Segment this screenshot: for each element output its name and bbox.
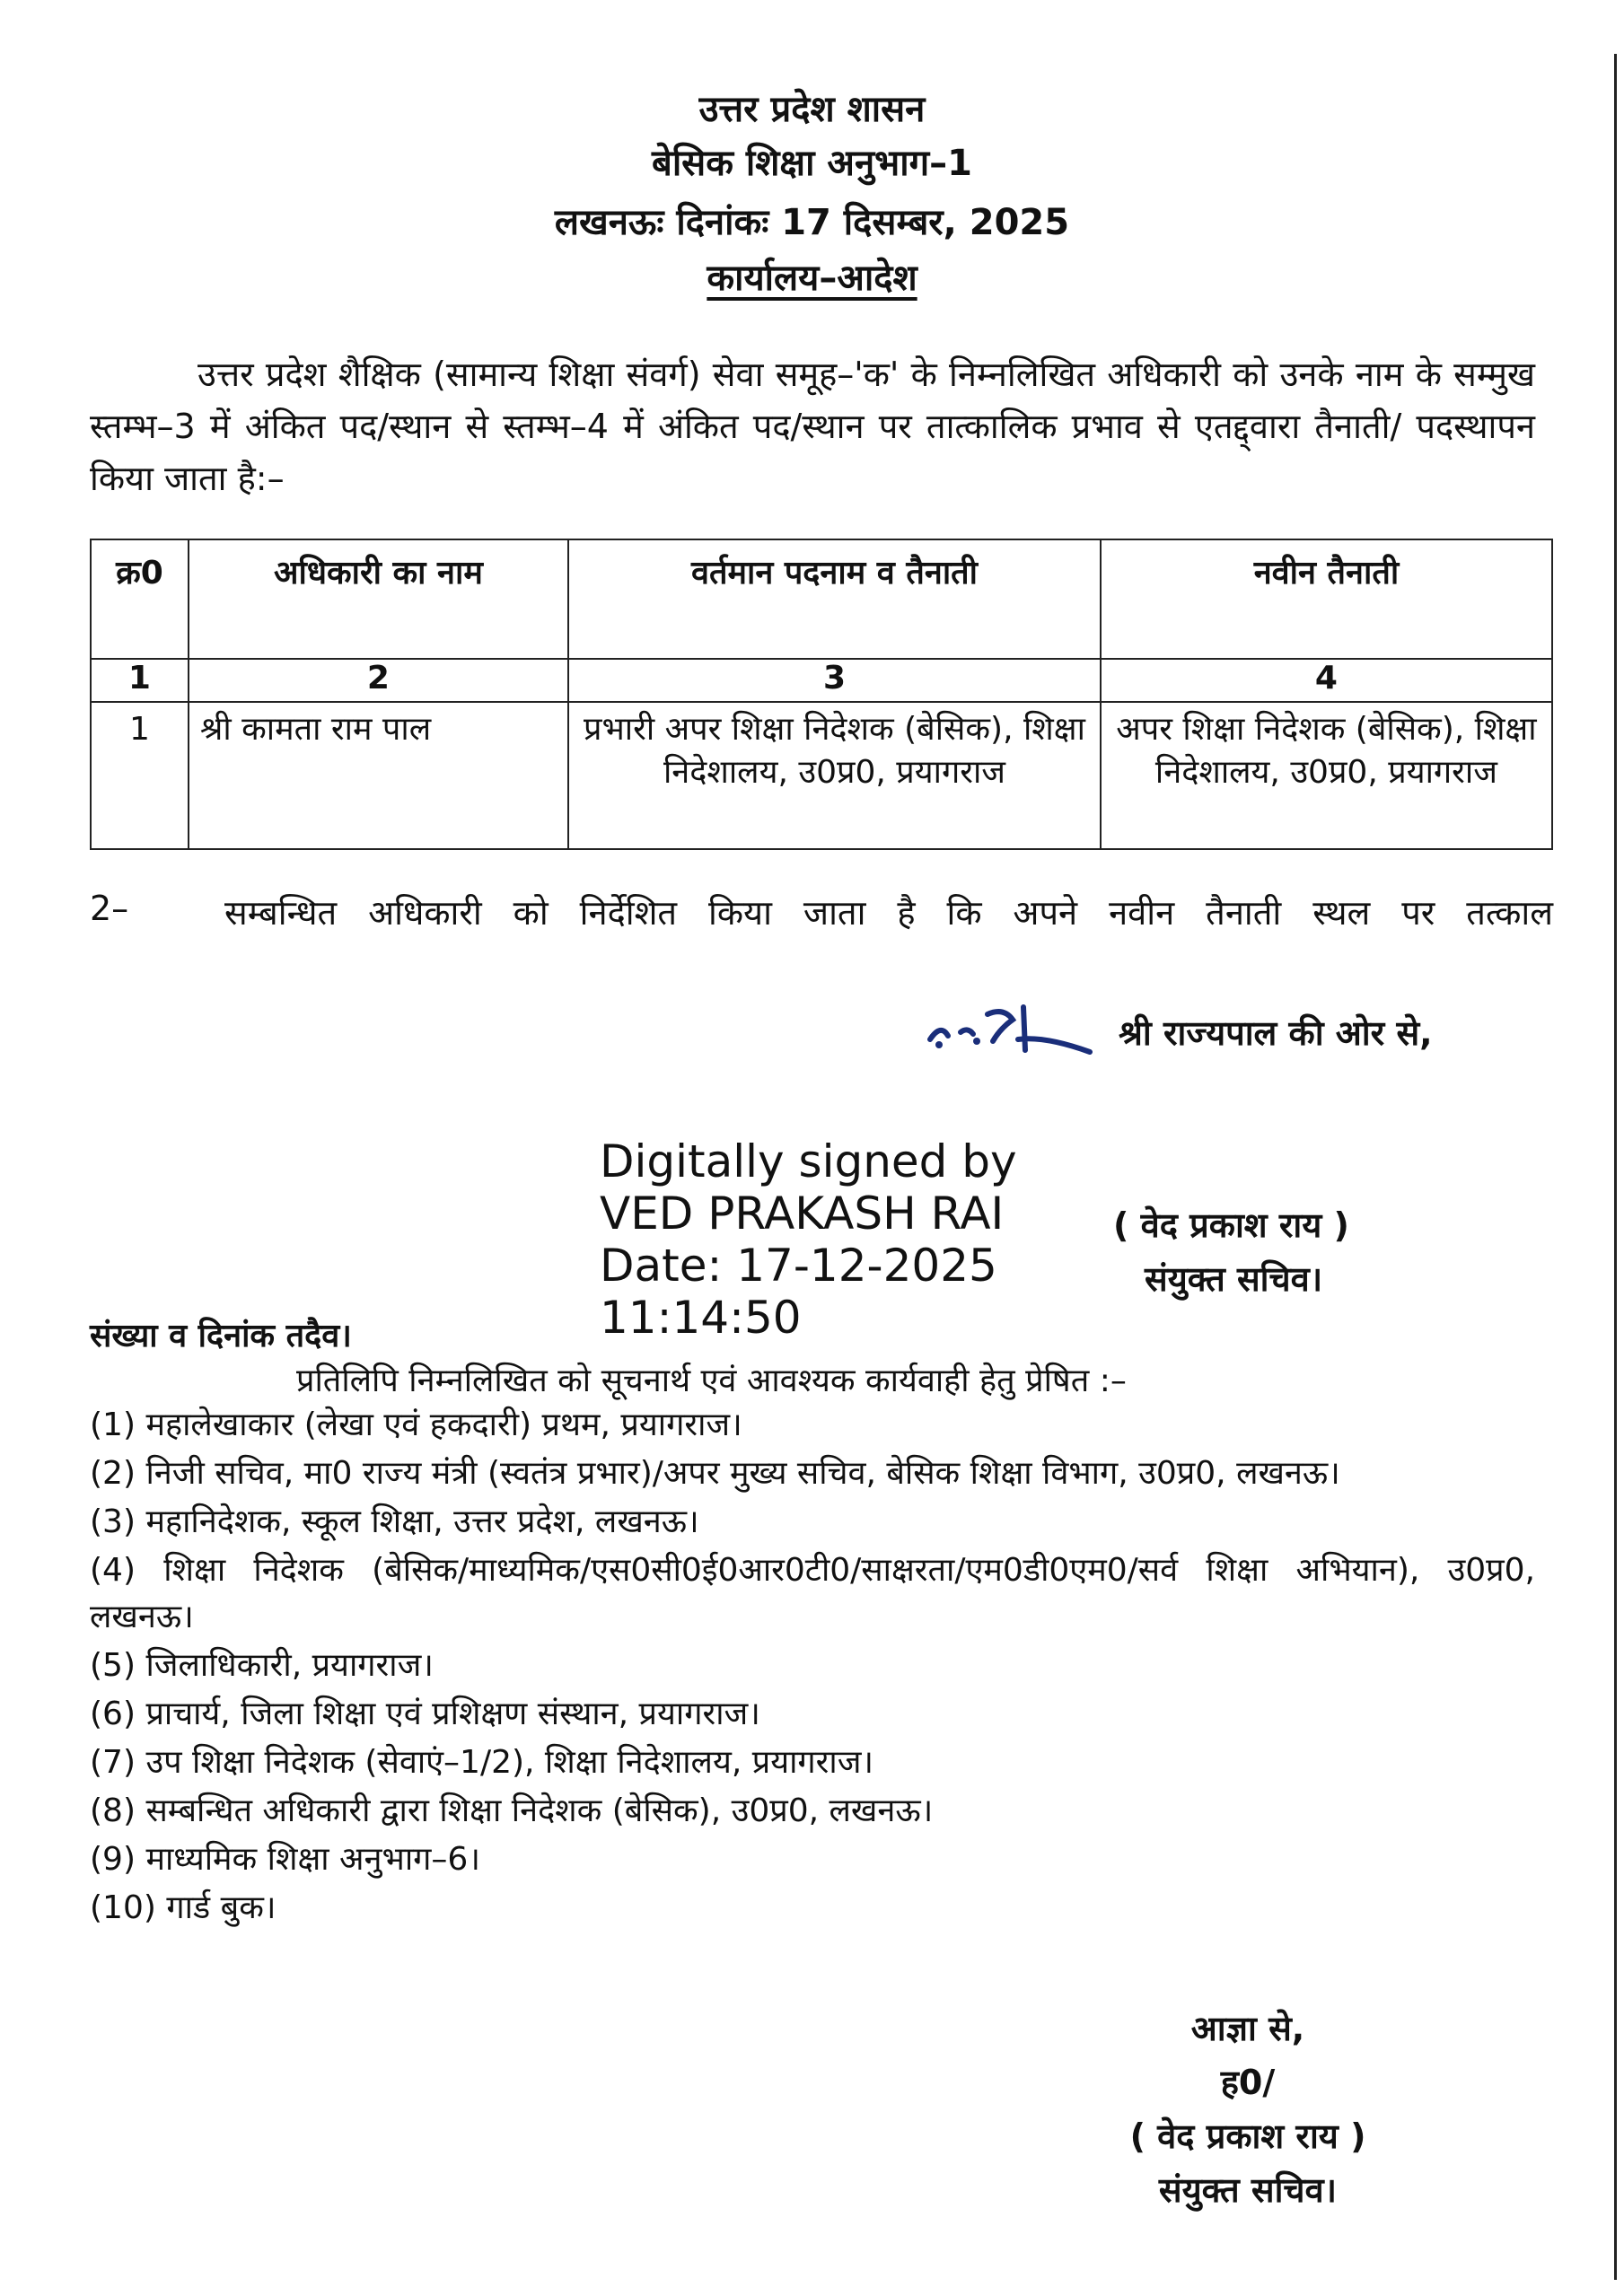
list-item: (1) महालेखाकार (लेखा एवं हकदारी) प्रथम, प्रयागराज। [90, 1407, 742, 1443]
table-header-row [91, 539, 1552, 659]
signatory-designation: संयुक्त सचिव। [1145, 1259, 1323, 1299]
paragraph-2-text: सम्बन्धित अधिकारी को निर्देशित किया जाता है कि अपने नवीन तैनाती स्थल पर तत्काल [224, 893, 1553, 933]
closing-name: ( वेद प्रकाश राय ) [1129, 2116, 1366, 2156]
closing-block [1023, 2002, 1472, 2217]
closing-designation: संयुक्त सचिव। [1158, 2170, 1338, 2210]
cell-new-post: अपर शिक्षा निदेशक (बेसिक), शिक्षा निदेशालय, उ0प्र0, प्रयागराज [1101, 702, 1552, 849]
header-section: बेसिक शिक्षा अनुभाग–1 [651, 143, 972, 184]
digital-signature-stamp [600, 1135, 1017, 1344]
digital-signature-line2: VED PRAKASH RAI [600, 1187, 1005, 1240]
signatory-name: ( वेद प्रकाश राय ) [1113, 1205, 1349, 1245]
list-item: (3) महानिदेशक, स्कूल शिक्षा, उत्तर प्रदेश, लखनऊ। [90, 1503, 699, 1540]
copy-intro: प्रतिलिपि निम्नलिखित को सूचनार्थ एवं आवश्यक कार्यवाही हेतु प्रेषित :– [296, 1363, 1127, 1399]
table-column-number-row [91, 659, 1552, 702]
handwritten-signature-icon [925, 996, 1113, 1068]
list-item: (2) निजी सचिव, मा0 राज्य मंत्री (स्वतंत्र प्रभार)/अपर मुख्य सचिव, बेसिक शिक्षा विभाग, उ0प्र0, लखनऊ। [90, 1455, 1340, 1492]
reference-line: संख्या व दिनांक तदैव। [90, 1318, 352, 1354]
intro-paragraph: उत्तर प्रदेश शैक्षिक (सामान्य शिक्षा संवर्ग) सेवा समूह–'क' के निम्नलिखित अधिकारी को उनके नाम के सम्मुख स्तम्भ–3 में अंकित पद/स्थान से स्तम्भ–4 में अंकित पद/स्थान पर तात्कालिक प्रभाव से एतद्द्वारा तैनाती/ पदस्थापन किया जाता है:– [90, 355, 1536, 498]
list-item: (6) प्राचार्य, जिला शिक्षा एवं प्रशिक्षण संस्थान, प्रयागराज। [90, 1696, 760, 1732]
col-number: 2 [189, 659, 568, 702]
cell-sno: 1 [91, 702, 189, 849]
digital-signature-line3: Date: 17-12-2025 [600, 1240, 997, 1292]
list-item: (7) उप शिक्षा निदेशक (सेवाएं–1/2), शिक्षा निदेशालय, प्रयागराज। [90, 1744, 874, 1781]
cell-officer-name: श्री कामता राम पाल [189, 702, 568, 849]
scan-edge-line [1614, 54, 1617, 2280]
posting-table [90, 539, 1553, 850]
paragraph-2 [90, 889, 1553, 935]
list-item: (8) सम्बन्धित अधिकारी द्वारा शिक्षा निदेशक (बेसिक), उ0प्र0, लखनऊ। [90, 1792, 934, 1829]
list-item: (9) माध्यमिक शिक्षा अनुभाग–6। [90, 1841, 480, 1878]
list-item: (10) गार्ड बुक। [90, 1889, 277, 1926]
cell-current-post: प्रभारी अपर शिक्षा निदेशक (बेसिक), शिक्षा निदेशालय, उ0प्र0, प्रयागराज [568, 702, 1101, 849]
col-header-current-post: वर्तमान पदनाम व तैनाती [568, 539, 1101, 659]
col-number: 3 [568, 659, 1101, 702]
list-item: (4) शिक्षा निदेशक (बेसिक/माध्यमिक/एस0सी0ई0आर0टी0/साक्षरता/एम0डी0एम0/सर्व शिक्षा अभियान), उ0प्र0, लखनऊ। [90, 1552, 1535, 1635]
digital-signature-line4: 11:14:50 [600, 1292, 802, 1344]
col-number: 1 [91, 659, 189, 702]
on-behalf-text: श्री राज्यपाल की ओर से, [1119, 1013, 1433, 1053]
col-number: 4 [1101, 659, 1552, 702]
copy-list [90, 1402, 1535, 1933]
closing-signed: ह0/ [1220, 2063, 1276, 2102]
col-header-sno: क्र0 [91, 539, 189, 659]
header-government: उत्तर प्रदेश शासन [698, 89, 926, 130]
col-header-name: अधिकारी का नाम [189, 539, 568, 659]
header-office-order: कार्यालय–आदेश [707, 258, 917, 299]
digital-signature-line1: Digitally signed by [600, 1135, 1017, 1187]
closing-by-order: आज्ञा से, [1190, 2009, 1305, 2048]
list-item: (5) जिलाधिकारी, प्रयागराज। [90, 1647, 434, 1684]
table-row [91, 702, 1552, 849]
on-behalf-line [925, 996, 1433, 1068]
col-header-new-post: नवीन तैनाती [1101, 539, 1552, 659]
paragraph-2-number: 2– [90, 889, 129, 928]
header-place-date: लखनऊः दिनांकः 17 दिसम्बर, 2025 [554, 202, 1070, 243]
